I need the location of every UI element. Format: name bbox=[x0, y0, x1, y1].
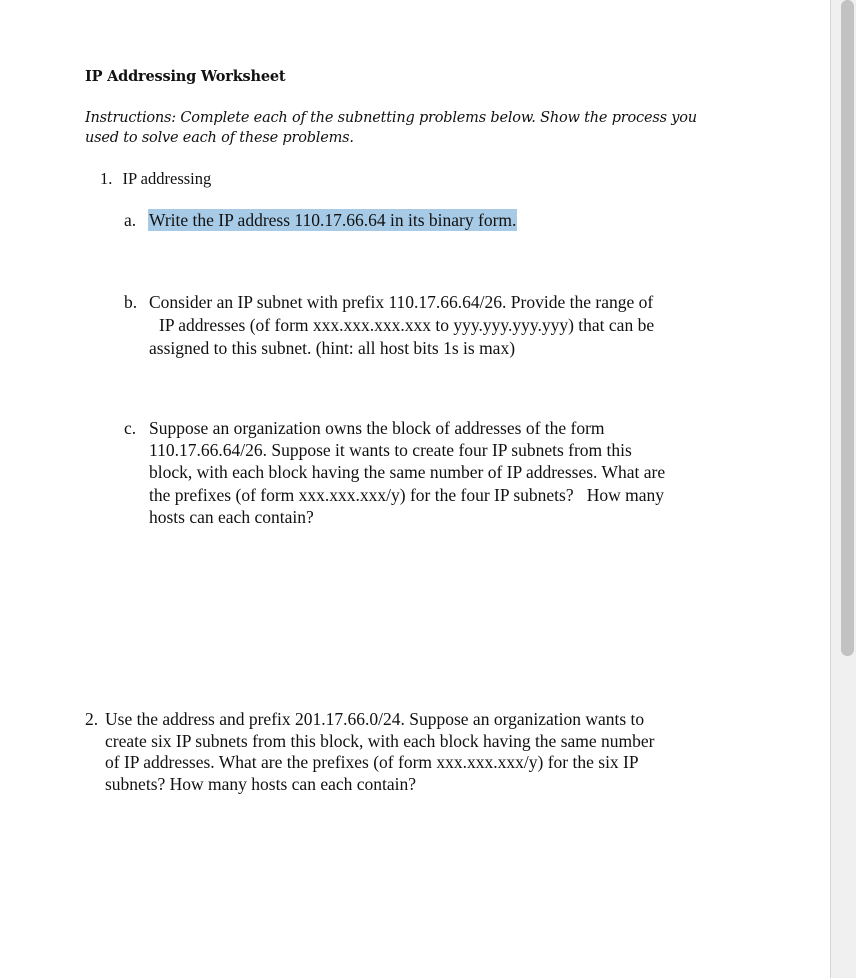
question-2-number: 2. bbox=[85, 709, 99, 729]
worksheet-title: IP Addressing Worksheet bbox=[85, 68, 286, 85]
question-1b-line: Consider an IP subnet with prefix 110.17.66.64/26. Provide the range of bbox=[149, 292, 654, 312]
question-2-line: Use the address and prefix 201.17.66.0/24. Suppose an organization wants to bbox=[105, 709, 645, 729]
question-1b-marker: b. bbox=[124, 292, 138, 312]
question-2-line: of IP addresses. What are the prefixes (of form xxx.xxx.xxx/y) for the six IP bbox=[105, 752, 639, 772]
instructions-line: used to solve each of these problems. bbox=[85, 130, 354, 146]
question-1-heading: IP addressing bbox=[122, 169, 212, 188]
question-1-number: 1. bbox=[100, 169, 113, 188]
question-1c-line: the prefixes (of form xxx.xxx.xxx/y) for the four IP subnets? How many bbox=[149, 485, 665, 505]
question-1a-text-highlighted[interactable]: Write the IP address 110.17.66.64 in its binary form. bbox=[149, 210, 517, 230]
instructions-line: Instructions: Complete each of the subnetting problems below. Show the process you bbox=[85, 110, 697, 126]
question-1c-marker: c. bbox=[124, 418, 137, 438]
question-1a-marker: a. bbox=[124, 210, 137, 230]
question-1c-line: Suppose an organization owns the block of addresses of the form bbox=[149, 418, 605, 438]
scrollbar-thumb[interactable] bbox=[841, 0, 854, 656]
question-2-line: create six IP subnets from this block, with each block having the same number bbox=[105, 731, 655, 751]
question-1c-line: 110.17.66.64/26. Suppose it wants to create four IP subnets from this bbox=[149, 440, 632, 460]
question-1b-line: assigned to this subnet. (hint: all host bits 1s is max) bbox=[149, 338, 516, 358]
question-1c-line: block, with each block having the same number of IP addresses. What are bbox=[149, 462, 666, 482]
question-1c-line: hosts can each contain? bbox=[149, 507, 314, 527]
question-1 bbox=[100, 168, 211, 190]
instructions bbox=[85, 108, 705, 148]
question-2-line: subnets? How many hosts can each contain? bbox=[105, 774, 417, 794]
question-1b-line: IP addresses (of form xxx.xxx.xxx.xxx to yyy.yyy.yyy.yyy) that can be bbox=[159, 315, 655, 335]
